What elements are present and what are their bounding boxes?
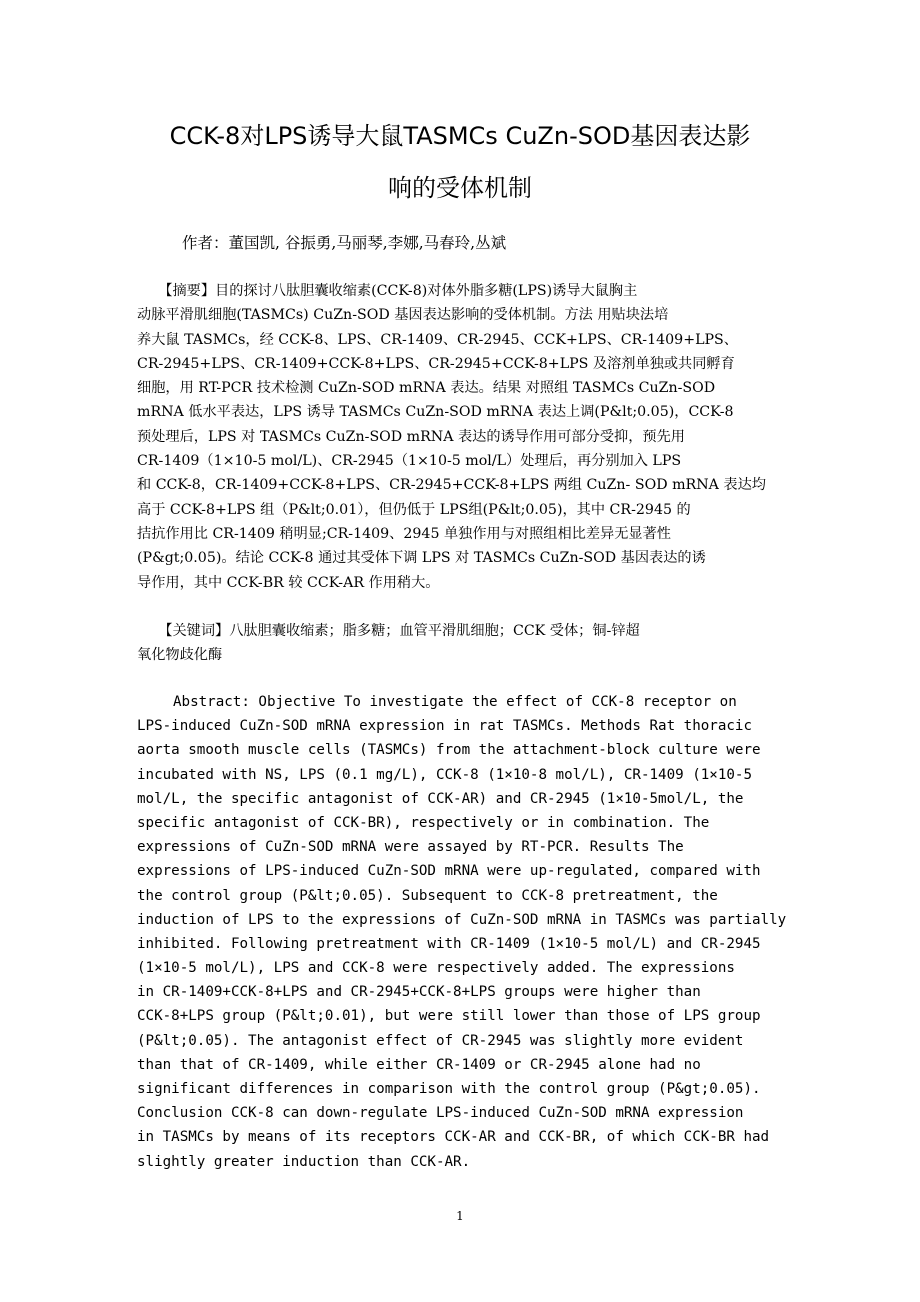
abstract-en-line: specific antagonist of CCK-BR), respectively or in combination. The — [137, 814, 710, 831]
abstract-en-line: than that of CR-1409, while either CR-1409 or CR-2945 alone had no — [137, 1056, 701, 1073]
chinese-abstract — [137, 279, 797, 595]
abstract-en-line: Abstract: Objective To investigate the effect of CCK-8 receptor on — [173, 694, 737, 710]
abstract-en-line: (1×10-5 mol/L), LPS and CCK-8 were respectively added. The expressions — [137, 960, 735, 977]
abstract-cn-line: mRNA 低水平表达，LPS 诱导 TASMCs CuZn-SOD mRNA 表达上调(P&lt;0.05)，CCK-8 — [137, 404, 734, 421]
abstract-cn-line: CR-1409（1×10-5 mol/L)、CR-2945（1×10-5 mol/L）处理后，再分别加入 LPS — [137, 453, 682, 470]
abstract-cn-line: 动脉平滑肌细胞(TASMCs) CuZn-SOD 基因表达影响的受体机制。方法 用贴块法培 — [137, 307, 669, 324]
abstract-cn-line: 预处理后，LPS 对 TASMCs CuZn-SOD mRNA 表达的诱导作用可部分受抑，预先用 — [137, 428, 685, 445]
chinese-keywords — [137, 619, 797, 668]
abstract-en-line: incubated with NS, LPS (0.1 mg/L), CCK-8 (1×10-8 mol/L), CR-1409 (1×10-5 — [137, 766, 752, 783]
abstract-en-line: inhibited. Following pretreatment with CR-1409 (1×10-5 mol/L) and CR-2945 — [137, 935, 761, 952]
abstract-cn-line: 导作用，其中 CCK-BR 较 CCK-AR 作用稍大。 — [137, 574, 440, 591]
author-list: 作者：董国凯, 谷振勇,马丽琴,李娜,马春玲,丛斌 — [182, 234, 507, 252]
abstract-cn-line: CR-2945+LPS、CR-1409+CCK-8+LPS、CR-2945+CCK-8+LPS 及溶剂单独或共同孵育 — [137, 355, 735, 372]
abstract-en-line: mol/L, the specific antagonist of CCK-AR) and CR-2945 (1×10-5mol/L, the — [137, 790, 744, 807]
abstract-en-line: expressions of CuZn-SOD mRNA were assayed by RT-PCR. Results The — [137, 839, 684, 856]
abstract-en-line: induction of LPS to the expressions of CuZn-SOD mRNA in TASMCs was partially — [137, 911, 787, 928]
english-abstract — [137, 690, 827, 1174]
abstract-cn-line: (P&gt;0.05)。结论 CCK-8 通过其受体下调 LPS 对 TASMCs CuZn-SOD 基因表达的诱 — [137, 550, 706, 567]
page-number: 1 — [456, 1209, 464, 1223]
abstract-en-line: Conclusion CCK-8 can down-regulate LPS-induced CuZn-SOD mRNA expression — [137, 1105, 744, 1122]
abstract-en-line: expressions of LPS-induced CuZn-SOD mRNA were up-regulated, compared with — [137, 863, 761, 880]
abstract-en-line: (P&lt;0.05). The antagonist effect of CR-2945 was slightly more evident — [137, 1032, 744, 1049]
abstract-cn-line: 和 CCK-8，CR-1409+CCK-8+LPS、CR-2945+CCK-8+LPS 两组 CuZn- SOD mRNA 表达均 — [137, 477, 766, 494]
abstract-en-line: in TASMCs by means of its receptors CCK-AR and CCK-BR, of which CCK-BR had — [137, 1129, 770, 1146]
abstract-en-line: the control group (P&lt;0.05). Subsequent to CCK-8 pretreatment, the — [137, 887, 718, 904]
abstract-en-line: in CR-1409+CCK-8+LPS and CR-2945+CCK-8+LPS groups were higher than — [137, 984, 701, 1001]
keywords-cn-line: 【关键词】八肽胆囊收缩素；脂多糖；血管平滑肌细胞；CCK 受体；铜-锌超 — [137, 623, 640, 639]
abstract-cn-line: 【摘要】目的探讨八肽胆囊收缩素(CCK-8)对体外脂多糖(LPS)诱导大鼠胸主 — [137, 283, 638, 299]
abstract-en-line: aorta smooth muscle cells (TASMCs) from the attachment-block culture were — [137, 742, 761, 759]
abstract-en-line: CCK-8+LPS group (P&lt;0.01), but were still lower than those of LPS group — [137, 1008, 761, 1025]
paper-title-line-2: 响的受体机制 — [388, 174, 532, 202]
abstract-en-line: significant differences in comparison with the control group (P&gt;0.05). — [137, 1081, 761, 1097]
abstract-cn-line: 拮抗作用比 CR-1409 稍明显;CR-1409、2945 单独作用与对照组相比差异无显著性 — [137, 525, 671, 542]
abstract-cn-line: 高于 CCK-8+LPS 组（P&lt;0.01），但仍低于 LPS组(P&lt;0.05)，其中 CR-2945 的 — [137, 501, 691, 518]
abstract-en-line: slightly greater induction than CCK-AR. — [137, 1153, 471, 1170]
abstract-en-line: LPS-induced CuZn-SOD mRNA expression in rat TASMCs. Methods Rat thoracic — [137, 718, 752, 735]
paper-title-line-1: CCK-8对LPS诱导大鼠TASMCs CuZn-SOD基因表达影 — [169, 122, 751, 150]
keywords-cn-line: 氧化物歧化酶 — [137, 647, 223, 664]
abstract-cn-line: 养大鼠 TASMCs，经 CCK-8、LPS、CR-1409、CR-2945、CCK+LPS、CR-1409+LPS、 — [137, 331, 738, 348]
abstract-cn-line: 细胞，用 RT-PCR 技术检测 CuZn-SOD mRNA 表达。结果 对照组 TASMCs CuZn-SOD — [137, 380, 716, 397]
